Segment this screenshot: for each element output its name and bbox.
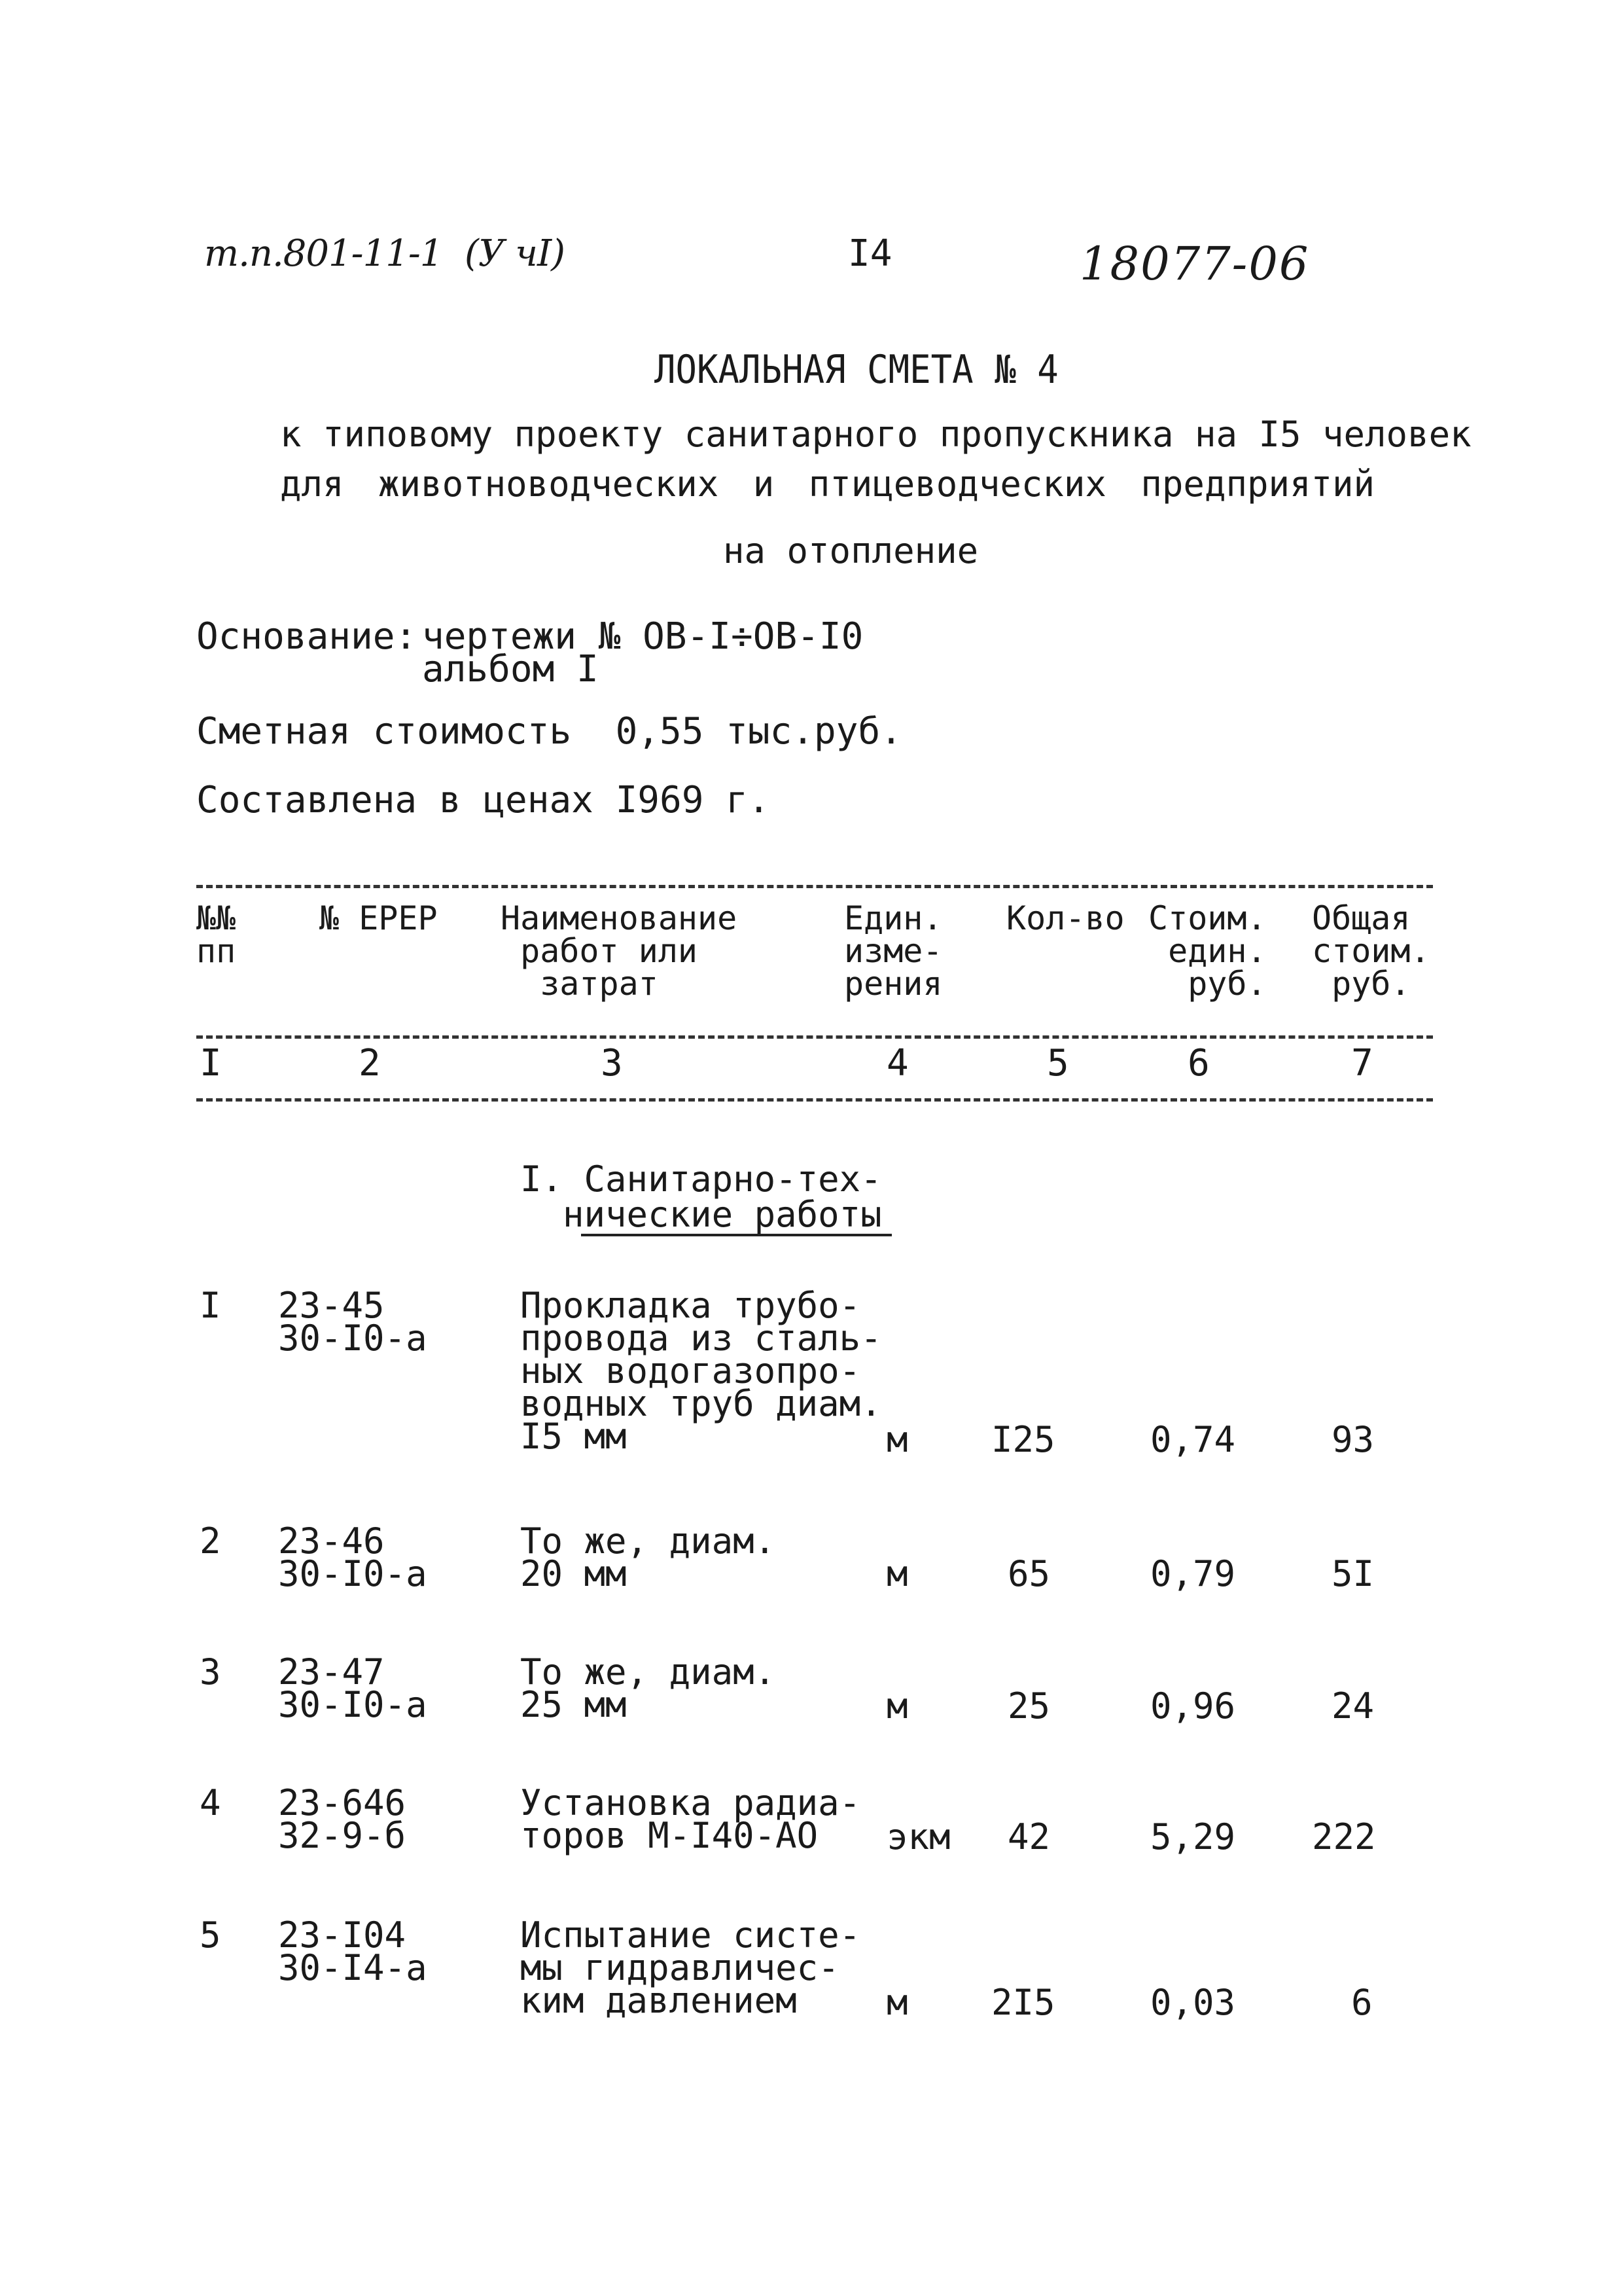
basis-label: Основание:: [196, 615, 417, 658]
col-header-total-cost: Общая стоим. руб.: [1312, 899, 1430, 1003]
row-unit-cost: 0,03: [1150, 1982, 1236, 2023]
row-quantity: 2I5: [991, 1982, 1055, 2023]
row-quantity: 65: [1008, 1553, 1051, 1594]
row-code: 23-46 30-I0-а: [278, 1520, 427, 1594]
subtitle-line-1: к типовому проекту санитарного пропускника на I5 человек: [280, 414, 1472, 455]
basis-value: чертежи № ОВ-I÷ОВ-I0: [422, 615, 864, 658]
page-number: I4: [848, 232, 892, 275]
row-name: Прокладка трубо- провода из сталь- ных водогазопро- водных труб диам. I5 мм: [520, 1285, 882, 1457]
table-top-rule: [196, 885, 1433, 888]
row-unit: м: [887, 1419, 908, 1460]
row-total-cost: 222: [1312, 1816, 1376, 1857]
document-code: т.п.801-11-1 (У чI): [204, 232, 565, 275]
subtitle-line-3: на отопление: [723, 530, 979, 571]
col-header-quantity: Кол-во: [1006, 899, 1125, 937]
row-code: 23-I04 30-I4-а: [278, 1914, 427, 1988]
row-code: 23-45 30-I0-а: [278, 1285, 427, 1359]
column-number-7: 7: [1351, 1042, 1373, 1085]
table-header-rule: [196, 1035, 1433, 1039]
row-name: То же, диам. 20 мм: [520, 1520, 776, 1594]
row-code: 23-646 32-9-б: [278, 1782, 406, 1856]
row-name: То же, диам. 25 мм: [520, 1651, 776, 1725]
row-number: 4: [200, 1782, 221, 1823]
row-name: Установка радиа- торов М-I40-АО: [520, 1782, 861, 1856]
row-unit-cost: 0,74: [1150, 1419, 1236, 1460]
table-colnum-rule: [196, 1098, 1433, 1102]
row-number: 2: [200, 1520, 221, 1562]
row-unit: м: [887, 1553, 908, 1594]
column-number-5: 5: [1047, 1042, 1069, 1085]
row-unit: м: [887, 1685, 908, 1727]
row-number: I: [200, 1285, 221, 1326]
col-header-unit-cost: Стоим. един. руб.: [1148, 899, 1267, 1003]
row-code: 23-47 30-I0-а: [278, 1651, 427, 1725]
row-quantity: 25: [1008, 1685, 1051, 1727]
row-unit-cost: 0,79: [1150, 1553, 1236, 1594]
col-header-code: № ЕРЕР: [319, 899, 438, 937]
col-header-name: Наименование работ или затрат: [501, 899, 737, 1003]
row-total-cost: 93: [1332, 1419, 1375, 1460]
row-quantity: I25: [991, 1419, 1055, 1460]
section-title-underline: [581, 1234, 892, 1236]
basis-value-album: альбом I: [422, 648, 599, 691]
row-number: 5: [200, 1914, 221, 1956]
document-title: ЛОКАЛЬНАЯ СМЕТА № 4: [654, 347, 1059, 393]
section-title: I. Санитарно-тех- нические работы: [520, 1158, 882, 1235]
estimated-cost: Сметная стоимость 0,55 тыс.руб.: [196, 710, 902, 753]
column-number-6: 6: [1188, 1042, 1210, 1085]
price-basis: Составлена в ценах I969 г.: [196, 779, 770, 821]
col-header-unit: Един. изме- рения: [844, 899, 943, 1003]
col-header-number: №№ пп: [196, 899, 236, 970]
archive-number: 18077-06: [1080, 237, 1310, 291]
row-total-cost: 24: [1332, 1685, 1375, 1727]
subtitle-line-2: для животноводческих и птицеводческих предприятий: [280, 463, 1375, 505]
column-number-1: I: [200, 1042, 222, 1085]
row-total-cost: 6: [1351, 1982, 1373, 2023]
row-total-cost: 5I: [1332, 1553, 1375, 1594]
column-number-2: 2: [359, 1042, 381, 1085]
row-number: 3: [200, 1651, 221, 1693]
row-unit-cost: 5,29: [1150, 1816, 1236, 1857]
row-name: Испытание систе- мы гидравличес- ким давлением: [520, 1914, 861, 2021]
column-number-4: 4: [887, 1042, 909, 1085]
row-quantity: 42: [1008, 1816, 1051, 1857]
row-unit: экм: [887, 1816, 951, 1857]
row-unit-cost: 0,96: [1150, 1685, 1236, 1727]
row-unit: м: [887, 1982, 908, 2023]
column-number-3: 3: [601, 1042, 623, 1085]
